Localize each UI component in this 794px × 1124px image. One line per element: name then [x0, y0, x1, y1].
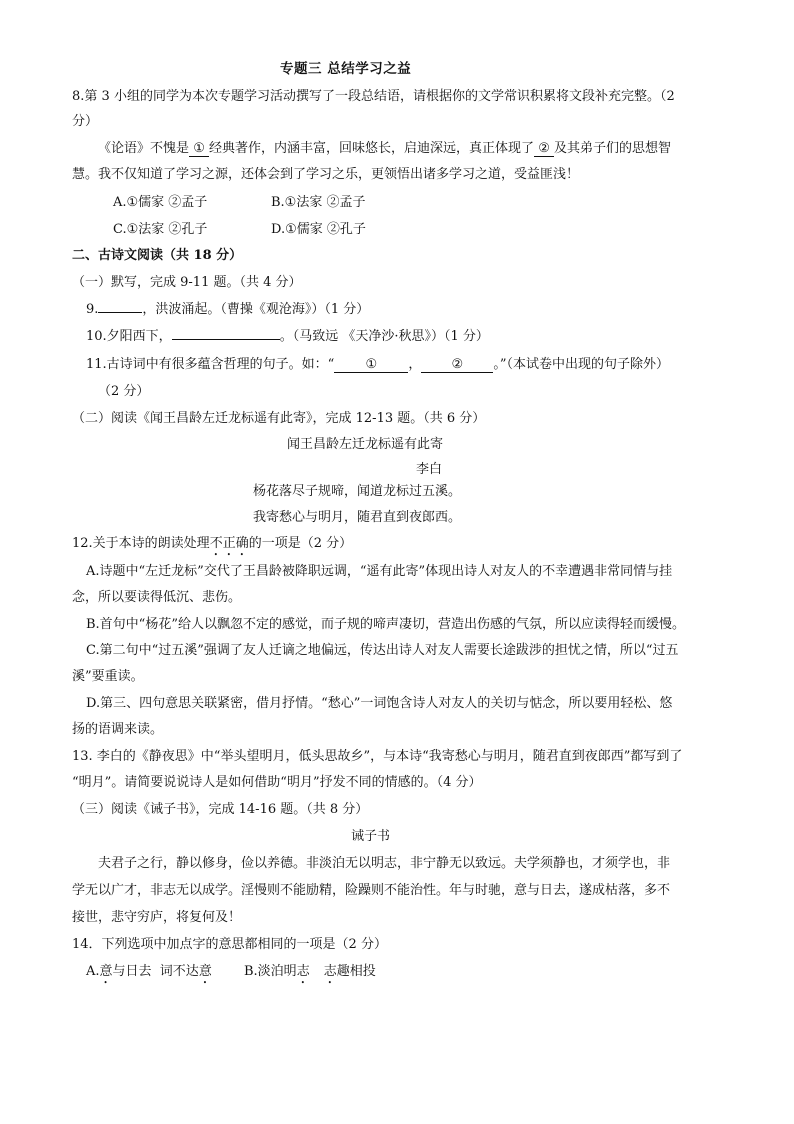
q9-answer-blank[interactable]: [98, 312, 142, 313]
q12-option-c-line2: 溪”要重读。: [72, 669, 144, 684]
q11-tail: 。”（本试卷中出现的句子除外）: [493, 357, 669, 372]
q13-line2: “明月”。请简要说说诗人是如何借助“明月”抒发不同的情感的。（4 分）: [72, 775, 482, 790]
q14-option-a[interactable]: [86, 963, 212, 987]
q12-emphasis: 不正确: [209, 536, 249, 551]
q14-option-b[interactable]: [244, 963, 376, 987]
q12-option-c-line1[interactable]: C.第二句中“过五溪”强调了友人迁谪之地偏远，传达出诗人对友人需要长途跋涉的担忧之情，所以“过五: [86, 643, 679, 658]
poem-line-1: 杨花落尽子规啼，闻道龙标过五溪。: [253, 484, 462, 499]
text-line-2: 学无以广才，非志无以成学。淫慢则不能励精，险躁则不能治性。年与时驰，意与日去，遂成枯落，多不: [72, 883, 671, 898]
q8-option-b[interactable]: B.①法家 ②孟子: [271, 195, 366, 210]
text-line-1: 夫君子之行，静以修身，俭以养德。非淡泊无以明志，非宁静无以致远。夫学须静也，才须学也，非: [98, 856, 671, 871]
q14-a-dot-2: 意: [198, 964, 212, 979]
q8-passage-a: 《论语》不愧是: [98, 141, 190, 156]
q8-option-d[interactable]: D.①儒家 ②孔子: [271, 222, 366, 237]
q14-a-text: 与日去 词不达: [112, 964, 199, 979]
q12-option-a-line2: 念，所以要读得低沉、悲伤。: [72, 590, 242, 605]
q10-prefix: 10.夕阳西下，: [86, 329, 172, 344]
text-line-3: 接世，悲守穷庐，将复何及！: [72, 910, 242, 925]
sub2-title: （二）阅读《闻王昌龄左迁龙标遥有此寄》，完成 12-13 题。（共 6 分）: [72, 411, 486, 426]
q12-option-d-line2: 扬的语调来读。: [72, 722, 164, 737]
q12-stem-pre: 12.关于本诗的朗读处理: [72, 536, 210, 551]
poem-author: 李白: [416, 462, 443, 477]
q13-line1: 13. 李白的《静夜思》中“举头望明月，低头思故乡”，与本诗“我寄愁心与明月，随君直到夜郎西”都写到了: [72, 749, 683, 764]
q8-blank-2: ②: [534, 141, 554, 157]
q8-passage-line2: 慧。我不仅知道了学习之源，还体会到了学习之乐，更领悟出诸多学习之道，受益匪浅！: [72, 167, 580, 182]
text-title: 诫子书: [351, 829, 391, 844]
q8-option-a[interactable]: A.①儒家 ②孟子: [113, 195, 208, 210]
q12-stem: [72, 535, 352, 559]
section-title: 专题三 总结学习之益: [280, 61, 412, 77]
q14-b-dot-1: 志: [296, 964, 310, 979]
q12-stem-post: 的一项是（2 分）: [248, 536, 353, 551]
q11-stem: 11.古诗词中有很多蕴含哲理的句子。如：“: [86, 357, 335, 372]
q9-number: 9.: [86, 302, 99, 317]
q8-option-c[interactable]: C.①法家 ②孔子: [113, 222, 208, 237]
sub3-title: （三）阅读《诫子书》，完成 14-16 题。（共 8 分）: [72, 802, 369, 817]
q8-passage-c: 及其弟子们的思想智: [554, 141, 672, 156]
q14-b-label: B.淡泊明: [244, 964, 297, 979]
q14-stem: 14．下列选项中加点字的意思都相同的一项是（2 分）: [72, 937, 387, 952]
q14-a-label: A.: [86, 964, 100, 979]
q11-blank-1[interactable]: ①: [334, 357, 408, 373]
q14-a-dot-1: 意: [99, 964, 113, 979]
q10-answer-blank[interactable]: [172, 339, 280, 340]
q8-stem-line1: 8.第 3 小组的同学为本次专题学习活动撰写了一段总结语，请根据你的文学常识积累将文段补充完整。（2: [72, 89, 675, 104]
q14-b-text: 趣相投: [336, 964, 376, 979]
q10-source: 。（马致远 《天净沙·秋思》）（1 分）: [279, 329, 489, 344]
q12-option-a-line1[interactable]: A.诗题中“左迁龙标”交代了王昌龄被降职远调，“遥有此寄”体现出诗人对友人的不幸遭遇非常同情与挂: [86, 564, 673, 579]
q8-passage-b: 经典著作，内涵丰富，回味悠长，启迪深远，真正体现了: [209, 141, 535, 156]
q12-option-d-line1[interactable]: D.第三、四句意思关联紧密，借月抒情。“愁心”一词饱含诗人对友人的关切与惦念，所以要用轻松、悠: [86, 696, 673, 711]
poem-line-2: 我寄愁心与明月，随君直到夜郎西。: [253, 510, 462, 525]
q8-passage-line1: [98, 140, 671, 158]
q12-option-b[interactable]: B.首句中“杨花”给人以飘忽不定的感觉，而子规的啼声凄切，营造出伤感的气氛，所以应读得轻而缓慢。: [86, 617, 685, 632]
q11-blank-2[interactable]: ②: [421, 357, 493, 373]
q10-line: [86, 328, 489, 346]
q11-score: （2 分）: [98, 384, 150, 399]
q14-b-dot-2: 志: [323, 964, 337, 979]
part2-title: 二、古诗文阅读（共 18 分）: [72, 248, 243, 263]
q8-stem-line2: 分）: [72, 114, 99, 129]
poem-title: 闻王昌龄左迁龙标遥有此寄: [287, 437, 444, 452]
q8-blank-1: ①: [189, 141, 209, 157]
q9-line: [86, 301, 369, 319]
sub1-title: （一）默写，完成 9-11 题。（共 4 分）: [72, 275, 302, 290]
q9-source: ，洪波涌起。（曹操《观沧海》）（1 分）: [142, 302, 370, 317]
q11-comma: ，: [408, 357, 422, 372]
q11-line: [86, 356, 669, 374]
